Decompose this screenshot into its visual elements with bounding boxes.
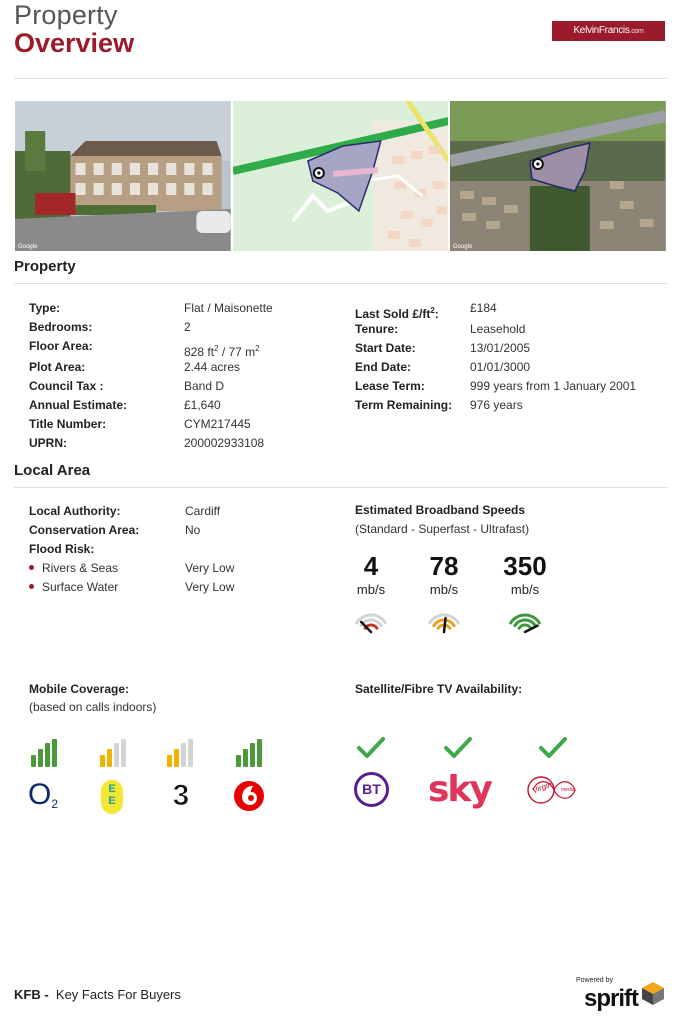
signal-bars-icon <box>234 739 264 767</box>
brand-name: KelvinFrancis <box>573 25 630 36</box>
speed-ultrafast <box>490 550 560 597</box>
detail-label: Lease Term: <box>355 379 425 393</box>
gauge-needle <box>361 622 371 632</box>
bullet-icon <box>29 565 34 570</box>
broadband-heading: Estimated Broadband Speeds <box>355 503 526 517</box>
detail-value: 828 $ft^2 / 77$ $m^2$ <box>184 344 260 359</box>
detail-value: 200002933108 <box>184 436 265 450</box>
detail-label: Plot Area: <box>29 360 86 374</box>
virgin-media-logo: Virgin media <box>527 775 581 805</box>
sprift-cube-icon <box>640 980 666 1006</box>
page-title-line2: Overview <box>14 28 135 58</box>
gauge-arc <box>519 625 531 628</box>
signal-bar <box>181 743 186 767</box>
detail-label: Type: <box>29 301 61 315</box>
sky-logo: sky <box>428 769 491 810</box>
detail-label: Start Date: <box>355 341 416 355</box>
detail-label: Flood Risk: <box>29 542 95 556</box>
detail-label: UPRN: <box>29 436 67 450</box>
street-view-photo[interactable] <box>15 101 231 251</box>
detail-value: 13/01/2005 <box>470 341 531 355</box>
powered-by-label: Powered by <box>576 977 613 984</box>
signal-bars-icon <box>98 739 128 767</box>
signal-bars-icon <box>29 739 59 767</box>
gauge-needle <box>444 618 446 632</box>
header-divider <box>14 78 667 79</box>
detail-title-number <box>29 415 273 434</box>
ee-logo: EE <box>101 780 123 814</box>
property-section-title: Property <box>14 258 76 275</box>
mobile-coverage-heading: Mobile Coverage: <box>29 682 130 696</box>
detail-label: Floor Area: <box>29 339 93 353</box>
local-area-section-title: Local Area <box>14 462 91 479</box>
property-images <box>15 101 666 251</box>
signal-bar <box>45 743 50 767</box>
detail-label: Local Authority: <box>29 504 121 518</box>
flood-surface-water <box>29 578 234 597</box>
detail-end-date <box>355 358 636 377</box>
speed-unit: mb/s <box>356 582 386 597</box>
signal-bar <box>100 755 105 767</box>
detail-value: 2.44 acres <box>184 360 241 374</box>
detail-type <box>29 299 273 318</box>
footer-kfb <box>14 987 181 1002</box>
tv-availability-heading: Satellite/Fibre TV Availability: <box>355 682 523 696</box>
signal-bar <box>52 739 57 767</box>
detail-value: No <box>185 523 201 537</box>
detail-tenure <box>355 320 636 339</box>
detail-label: End Date: <box>355 360 412 374</box>
speed-gauge-icon <box>426 606 462 636</box>
property-right-details <box>355 299 636 415</box>
map-photo[interactable] <box>233 101 449 251</box>
signal-bar <box>250 743 255 767</box>
signal-bar <box>38 749 43 767</box>
sprift-logo[interactable]: sprift <box>584 985 638 1012</box>
map-image <box>233 101 449 251</box>
detail-label: Term Remaining: <box>355 398 453 412</box>
street-view-image <box>15 101 231 251</box>
detail-label: Bedrooms: <box>29 320 93 334</box>
detail-value: 2 <box>184 320 191 334</box>
detail-label: Annual Estimate: <box>29 398 128 412</box>
detail-value: Flat / Maisonette <box>184 301 273 315</box>
speed-value: 78 <box>429 551 459 581</box>
detail-conservation-area <box>29 521 234 540</box>
flood-value: Very Low <box>185 561 235 575</box>
signal-bar <box>121 739 126 767</box>
detail-value: Leasehold <box>470 322 526 336</box>
detail-last-sold <box>355 299 636 320</box>
speed-value: 4 <box>363 551 379 581</box>
detail-plot-area <box>29 358 273 377</box>
detail-value: £1,640 <box>184 398 221 412</box>
property-left-details <box>29 299 273 453</box>
detail-flood-risk <box>29 540 234 559</box>
detail-start-date <box>355 339 636 358</box>
speed-value: 350 <box>503 551 547 581</box>
detail-local-authority <box>29 502 234 521</box>
speed-standard <box>336 550 406 597</box>
satellite-photo[interactable] <box>450 101 666 251</box>
signal-bar <box>188 739 193 767</box>
detail-uprn <box>29 434 273 453</box>
detail-value: 999 years from 1 January 2001 <box>470 379 637 393</box>
signal-bar <box>107 749 112 767</box>
satellite-image <box>450 101 666 251</box>
signal-bar <box>174 749 179 767</box>
speed-superfast <box>409 550 479 597</box>
speed-unit: mb/s <box>510 582 540 597</box>
signal-bar <box>243 749 248 767</box>
brand-suffix: .com <box>629 28 644 35</box>
kfb-text: Key Facts For Buyers <box>55 987 181 1002</box>
detail-label: Last Sold $£/ft^2$: <box>355 306 439 321</box>
detail-value: 01/01/3000 <box>470 360 531 374</box>
signal-bar <box>257 739 262 767</box>
flood-label: Rivers & Seas <box>29 559 185 578</box>
speed-gauge-icon <box>507 606 543 636</box>
signal-bars-icon <box>165 739 195 767</box>
signal-bar <box>31 755 36 767</box>
detail-value: Band D <box>184 379 225 393</box>
svg-text:Google: Google <box>18 244 38 250</box>
detail-term-remaining <box>355 396 636 415</box>
svg-text:Google: Google <box>453 243 473 251</box>
brand-logo[interactable] <box>552 21 665 41</box>
detail-annual-estimate <box>29 396 273 415</box>
detail-lease-term <box>355 377 636 396</box>
property-divider <box>14 283 667 284</box>
mobile-coverage-subheading: (based on calls indoors) <box>29 700 157 714</box>
flood-label: Surface Water <box>29 578 185 597</box>
speed-gauge-icon <box>353 606 389 636</box>
detail-council-tax <box>29 377 273 396</box>
detail-value: £184 <box>470 301 497 315</box>
detail-value: 976 years <box>470 398 523 412</box>
check-icon <box>443 736 473 760</box>
detail-label: Council Tax : <box>29 379 104 393</box>
detail-value: Cardiff <box>185 504 221 518</box>
o2-logo: $O_2$ <box>28 778 59 811</box>
flood-rivers-seas <box>29 559 234 578</box>
bullet-icon <box>29 584 34 589</box>
check-icon <box>538 736 568 760</box>
speed-unit: mb/s <box>429 582 459 597</box>
signal-bar <box>167 755 172 767</box>
detail-bedrooms <box>29 318 273 337</box>
flood-value: Very Low <box>185 580 235 594</box>
three-logo: 3 <box>172 779 190 812</box>
detail-label: Tenure: <box>355 322 399 336</box>
check-icon <box>356 736 386 760</box>
detail-label: Conservation Area: <box>29 523 140 537</box>
local-area-details <box>29 502 234 597</box>
local-area-divider <box>14 487 667 488</box>
page-title-line1: Property <box>14 0 118 30</box>
detail-value: CYM217445 <box>184 417 251 431</box>
detail-floor-area <box>29 337 273 358</box>
vodafone-logo <box>233 780 265 812</box>
broadband-subheading: (Standard - Superfast - Ultrafast) <box>355 522 530 536</box>
kfb-abbrev: KFB - <box>14 987 49 1002</box>
signal-bar <box>236 755 241 767</box>
detail-label: Title Number: <box>29 417 107 431</box>
bt-logo: BT <box>354 772 389 807</box>
signal-bar <box>114 743 119 767</box>
